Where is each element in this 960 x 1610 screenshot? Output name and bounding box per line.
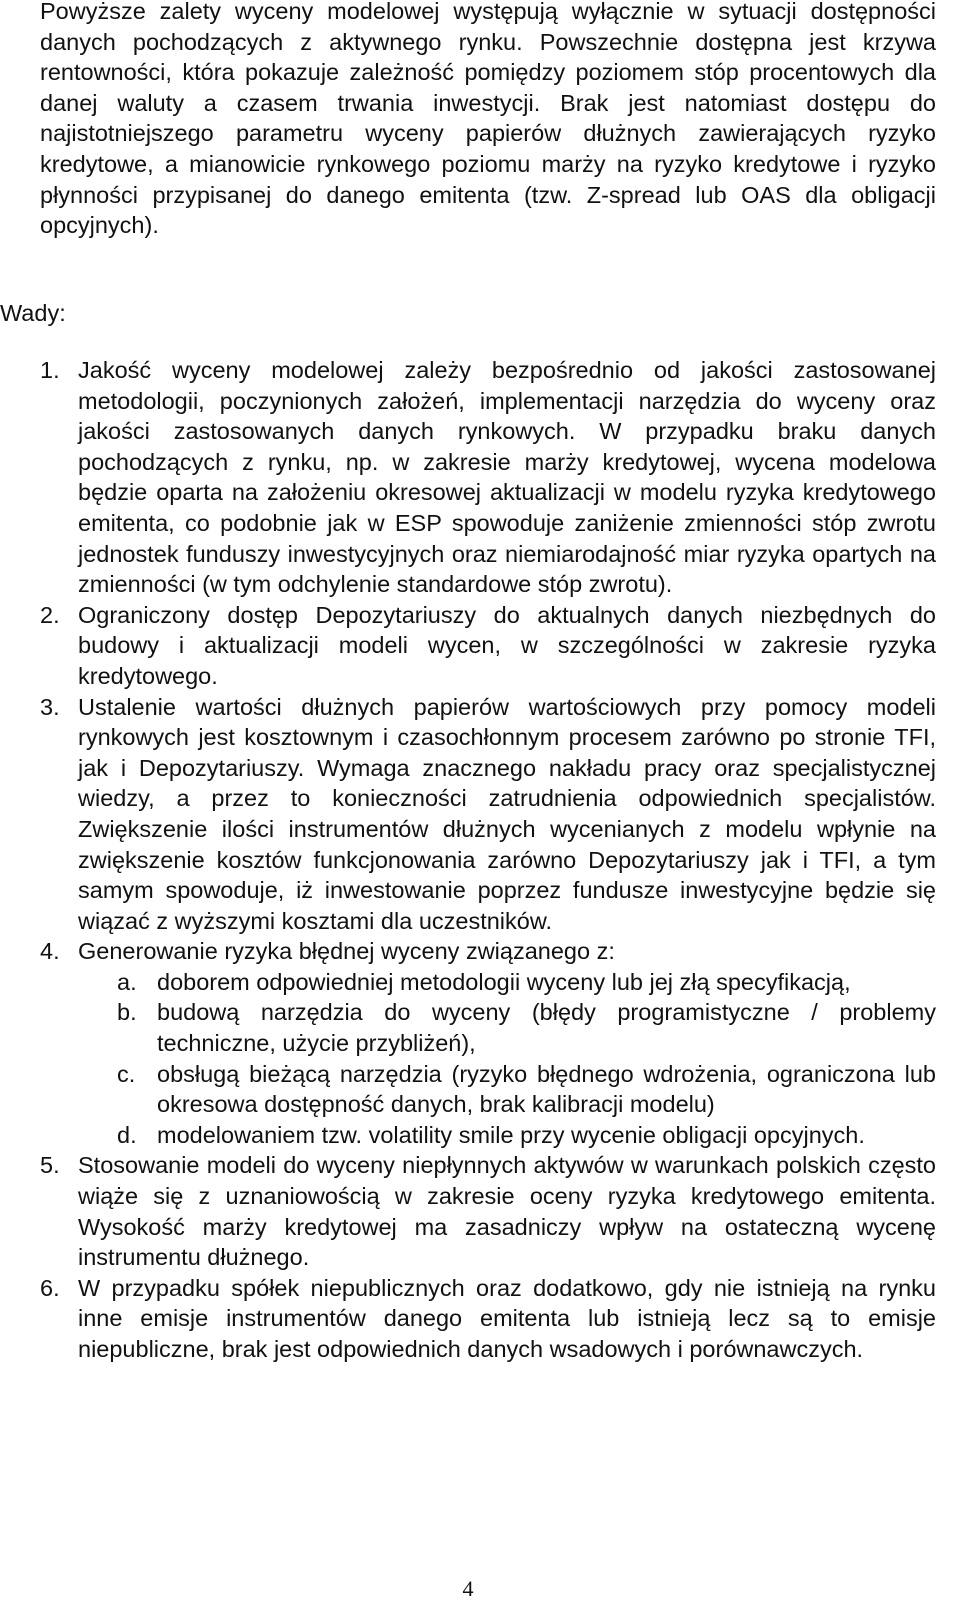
item-text: Jakość wyceny modelowej zależy bezpośrednio od jakości zastosowanej metodologii, poczynionych założeń, implementacji narzędzia do wyceny oraz jakości zastosowanych danych rynkowych. W przypadku braku danych pochodzących z rynku, np. w zakresie marży kredytowej, wycena modelowa będzie oparta na założeniu okresowej aktualizacji w modelu ryzyka kredytowego emitenta, co podobnie jak w ESP spowoduje zaniżenie zmienności stóp zwrotu jednostek funduszy inwestycyjnych oraz niemiarodajność miar ryzyka opartych na zmienności (w tym odchylenie standardowe stóp zwrotu).	[78, 357, 936, 598]
item-text: Ograniczony dostęp Depozytariuszy do aktualnych danych niezbędnych do budowy i aktualizacji modeli wycen, w szczególności w zakresie ryzyka kredytowego.	[78, 601, 936, 689]
list-item	[0, 355, 936, 600]
item-text: Ustalenie wartości dłużnych papierów wartościowych przy pomocy modeli rynkowych jest kosztownym i czasochłonnym procesem zarówno po stronie TFI, jak i Depozytariuszy. Wymaga znacznego nakładu pracy oraz specjalistycznej wiedzy, a przez to konieczności zatrudnienia odpowiednich specjalistów. Zwiększenie ilości instrumentów dłużnych wycenianych z modelu wpłynie na zwiększenie kosztów funkcjonowania zarówno Depozytariuszy jak i TFI, a tym samym spowoduje, iż inwestowanie poprzez fundusze inwestycyjne będzie się wiązać z wyższymi kosztami dla uczestników.	[78, 693, 936, 934]
sub-item-letter: d.	[117, 1121, 137, 1148]
sub-item-letter: b.	[117, 999, 137, 1026]
page-number: 4	[462, 1576, 474, 1601]
drawbacks-list	[0, 355, 936, 1365]
sub-item-text: modelowaniem tzw. volatility smile przy wycenie obligacji opcyjnych.	[157, 1121, 865, 1148]
sub-item-letter: a.	[117, 968, 137, 995]
sub-item-letter: c.	[117, 1060, 136, 1087]
item-text: Generowanie ryzyka błędnej wyceny związanego z:	[78, 938, 615, 965]
list-item	[0, 692, 936, 937]
intro-paragraph: Powyższe zalety wyceny modelowej występują wyłącznie w sytuacji dostępności danych pochodzących z aktywnego rynku. Powszechnie dostępna jest krzywa rentowności, która pokazuje zależność pomiędzy poziomem stóp procentowych dla danej waluty a czasem trwania inwestycji. Brak jest natomiast dostępu do najistotniejszego parametru wyceny papierów dłużnych zawierających ryzyko kredytowe, a mianowicie rynkowego poziomu marży na ryzyko kredytowe i ryzyko płynności przypisanej do danego emitenta (tzw. Z-spread lub OAS dla obligacji opcyjnych).	[40, 0, 936, 239]
sub-list	[78, 967, 936, 1151]
list-item	[0, 1150, 936, 1272]
item-number: 5.	[40, 1152, 60, 1179]
section-heading: Wady:	[0, 300, 66, 326]
list-item	[0, 1273, 936, 1365]
sub-list-item	[0, 1059, 936, 1120]
item-text: Stosowanie modeli do wyceny niepłynnych aktywów w warunkach polskich często wiąże się z uznaniowością w zakresie oceny ryzyka kredytowego emitenta. Wysokość marży kredytowej ma zasadniczy wpływ na ostateczną wycenę instrumentu dłużnego.	[78, 1152, 936, 1271]
sub-list-item	[0, 1120, 936, 1151]
item-number: 6.	[40, 1274, 60, 1301]
sub-item-text: budową narzędzia do wyceny (błędy programistyczne / problemy techniczne, użycie przybliżeń),	[157, 999, 936, 1057]
item-number: 2.	[40, 601, 60, 628]
item-number: 4.	[40, 938, 60, 965]
item-number: 1.	[40, 357, 60, 383]
sub-item-text: doborem odpowiedniej metodologii wyceny lub jej złą specyfikacją,	[157, 968, 851, 995]
item-text: W przypadku spółek niepublicznych oraz dodatkowo, gdy nie istnieją na rynku inne emisje instrumentów danego emitenta lub istnieją lecz są to emisje niepubliczne, brak jest odpowiednich danych wsadowych i porównawczych.	[78, 1274, 936, 1362]
sub-item-text: obsługą bieżącą narzędzia (ryzyko błędnego wdrożenia, ograniczona lub okresowa dostępność danych, brak kalibracji modelu)	[157, 1060, 936, 1118]
list-item	[0, 600, 936, 692]
list-item	[0, 936, 936, 1150]
sub-list-item	[0, 997, 936, 1058]
item-number: 3.	[40, 693, 60, 720]
sub-list-item	[0, 967, 936, 998]
